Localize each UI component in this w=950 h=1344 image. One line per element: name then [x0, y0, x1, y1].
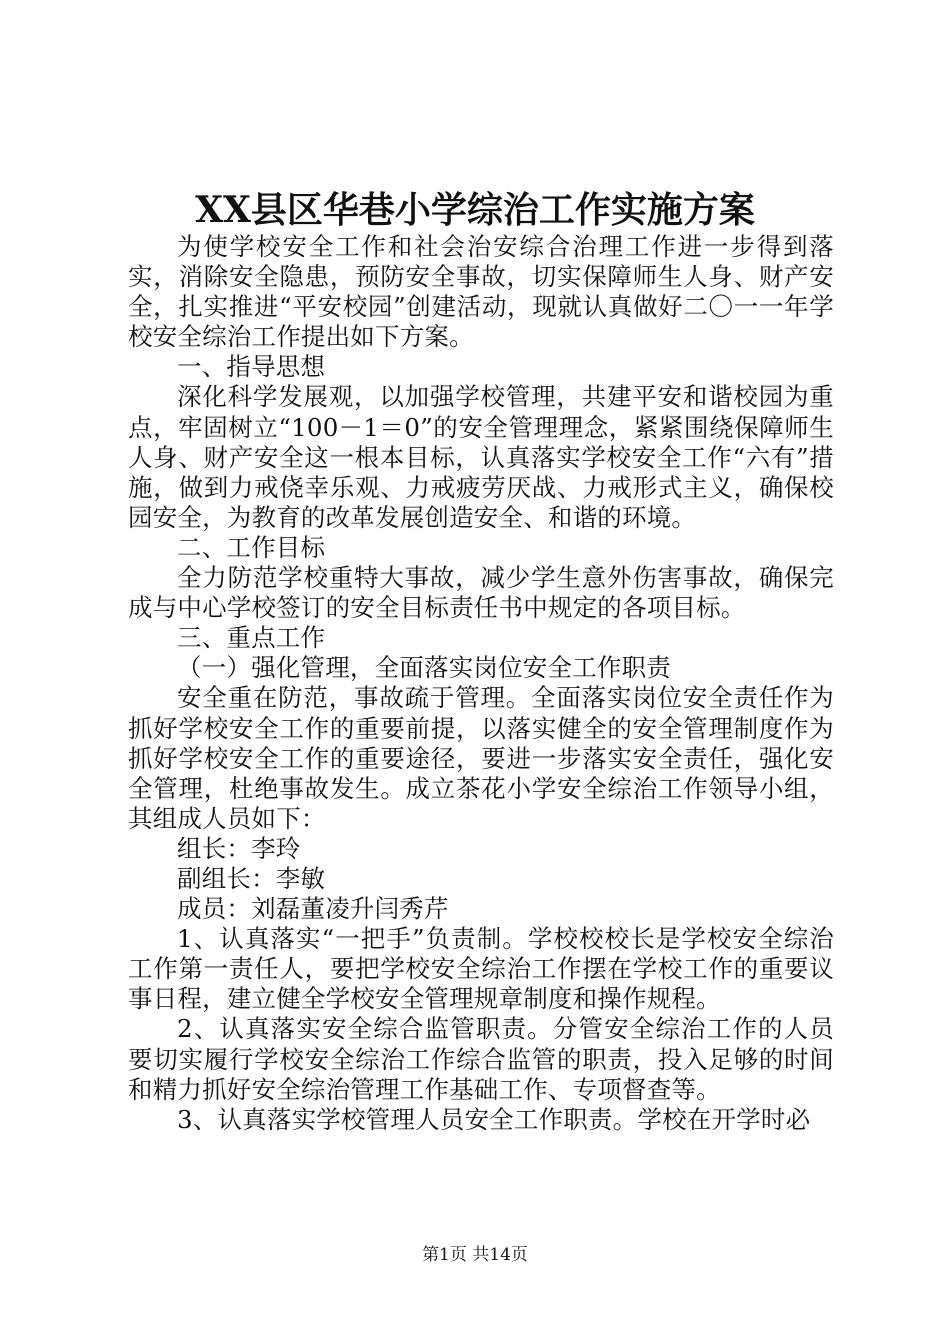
guiding-ideology-paragraph: 深化科学发展观，以加强学校管理，共建平安和谐校园为重点，牢固树立“100－1＝0”的安全管理理念，紧紧围绕保障师生人身、财产安全这一根本目标，认真落实学校安全工作“六有”措施，做到力戒侥幸乐观、力戒疲劳厌战、力戒形式主义，确保校园安全，为教育的改革发展创造安全、和谐的环境。 — [128, 382, 834, 532]
section-heading-work-goals: 二、工作目标 — [177, 532, 326, 562]
intro-paragraph: 为使学校安全工作和社会治安综合治理工作进一步得到落实，消除安全隐患，预防安全事故，切实保障师生人身、财产安全，扎实推进“平安校园”创建活动，现就认真做好二〇一一年学校安全综治工作提出如下方案。 — [128, 232, 834, 352]
section-heading-key-work: 三、重点工作 — [177, 623, 326, 653]
management-paragraph: 安全重在防范，事故疏于管理。全面落实岗位安全责任作为抓好学校安全工作的重要前提，以落实健全的安全管理制度作为抓好学校安全工作的重要途径，要进一步落实安全责任，强化安全管理，杜绝事故发生。成立茶花小学安全综治工作领导小组，其组成人员如下： — [128, 683, 834, 833]
team-members-line: 成员：刘磊董凌升闫秀芹 — [177, 894, 449, 924]
work-goals-paragraph: 全力防范学校重特大事故，减少学生意外伤害事故，确保完成与中心学校签订的安全目标责任书中规定的各项目标。 — [128, 563, 834, 623]
item-3-paragraph: 3、认真落实学校管理人员安全工作职责。学校在开学时必 — [177, 1104, 811, 1134]
subsection-heading-management: （一）强化管理，全面落实岗位安全工作职责 — [177, 653, 671, 683]
section-heading-guiding-ideology: 一、指导思想 — [177, 352, 326, 382]
item-2-paragraph: 2、认真落实安全综合监管职责。分管安全综治工作的人员要切实履行学校安全综治工作综合监管的职责，投入足够的时间和精力抓好安全综治管理工作基础工作、专项督查等。 — [128, 1014, 834, 1104]
document-title: XX县区华巷小学综治工作实施方案 — [195, 189, 755, 231]
deputy-leader-line: 副组长：李敏 — [177, 863, 326, 893]
page-number-footer: 第1页 共14页 — [422, 1245, 528, 1265]
document-body — [128, 232, 834, 1135]
team-leader-line: 组长：李玲 — [177, 833, 301, 863]
item-1-paragraph: 1、认真落实“一把手”负责制。学校校校长是学校安全综治工作第一责任人，要把学校安全综治工作摆在学校工作的重要议事日程，建立健全学校安全管理规章制度和操作规程。 — [128, 924, 834, 1014]
